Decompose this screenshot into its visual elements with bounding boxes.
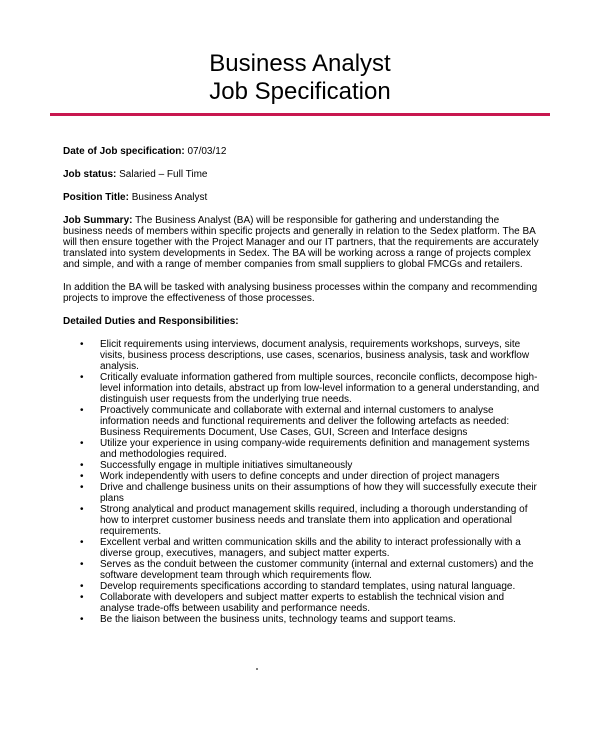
bullet-icon: • <box>80 581 84 592</box>
duty-item <box>63 471 541 482</box>
duty-item <box>63 537 541 559</box>
title-line-1: Business Analyst <box>209 50 391 77</box>
duty-text: Drive and challenge business units on their assumptions of how they will successfully execute their plans <box>100 482 537 504</box>
duty-text: Serves as the conduit between the customer community (internal and external customers) and the software development team through which requirements flow. <box>100 559 534 581</box>
duty-item <box>63 405 541 438</box>
duty-text: Work independently with users to define concepts and under direction of project managers <box>100 471 500 482</box>
bullet-icon: • <box>80 405 84 416</box>
field-job-status-label: Job status: <box>63 169 117 180</box>
duty-item <box>63 614 541 625</box>
title-divider <box>50 113 550 116</box>
duty-text: Proactively communicate and collaborate with external and internal customers to analyse information needs and functional requirements and deliver the following artefacts as needed: Business Requirements Document, Use Cases, GUI, Screen and Interface designs <box>100 405 510 438</box>
bullet-icon: • <box>80 372 84 383</box>
document-body <box>63 146 541 625</box>
title-line-2: Job Specification <box>209 78 391 105</box>
duty-text: Strong analytical and product management skills required, including a thorough understanding of how to interpret customer business needs and translate them into application and operational requirements. <box>100 504 528 537</box>
duty-item <box>63 339 541 372</box>
duty-item <box>63 438 541 460</box>
page-mark <box>256 668 258 670</box>
job-summary-text: The Business Analyst (BA) will be responsible for gathering and understanding the business needs of members within specific projects and generally in relation to the Sedex platform. The BA will then ensure together with the Project Manager and our IT partners, that the requirements are accurately translated into system developments in Sedex. The BA will be working across a range of projects complex and simple, and with a range of member companies from small suppliers to global FMCGs and retailers. <box>63 215 539 270</box>
duty-text: Critically evaluate information gathered from multiple sources, reconcile conflicts, decompose high-level information into details, abstract up from low-level information to a general understanding, and distinguish user requests from the underlying true needs. <box>100 372 540 405</box>
duties-heading: Detailed Duties and Responsibilities: <box>63 316 239 327</box>
field-position-title <box>63 192 541 203</box>
duty-text: Excellent verbal and written communication skills and the ability to interact professionally with a diverse group, executives, managers, and subject matter experts. <box>100 537 521 559</box>
bullet-icon: • <box>80 614 84 625</box>
bullet-icon: • <box>80 592 84 603</box>
bullet-icon: • <box>80 460 84 471</box>
field-position-title-value: Business Analyst <box>128 192 208 203</box>
field-job-status <box>63 169 541 180</box>
field-position-title-label: Position Title: <box>63 192 129 203</box>
duty-item <box>63 460 541 471</box>
duty-text: Elicit requirements using interviews, document analysis, requirements workshops, surveys, site visits, business process descriptions, use cases, scenarios, business analysis, task and workflow analysis. <box>100 339 530 372</box>
duty-item <box>63 581 541 592</box>
bullet-icon: • <box>80 537 84 548</box>
duty-text: Develop requirements specifications according to standard templates, using natural language. <box>100 581 516 592</box>
bullet-icon: • <box>80 438 84 449</box>
bullet-icon: • <box>80 559 84 570</box>
duty-text: Successfully engage in multiple initiatives simultaneously <box>100 460 353 471</box>
duty-item <box>63 504 541 537</box>
document-title <box>0 50 600 106</box>
duty-item <box>63 372 541 405</box>
duty-item <box>63 482 541 504</box>
field-date-value: 07/03/12 <box>184 146 227 157</box>
duty-item <box>63 592 541 614</box>
field-date <box>63 146 541 157</box>
job-summary <box>63 215 541 270</box>
bullet-icon: • <box>80 339 84 350</box>
duties-list <box>63 339 541 625</box>
duty-text: Be the liaison between the business units, technology teams and support teams. <box>100 614 456 625</box>
field-job-status-value: Salaried – Full Time <box>116 169 208 180</box>
duty-text: Utilize your experience in using company-wide requirements definition and management systems and methodologies required. <box>100 438 530 460</box>
field-date-label: Date of Job specification: <box>63 146 185 157</box>
bullet-icon: • <box>80 482 84 493</box>
bullet-icon: • <box>80 471 84 482</box>
bullet-icon: • <box>80 504 84 515</box>
duty-item <box>63 559 541 581</box>
job-summary-label: Job Summary: <box>63 215 133 226</box>
duty-text: Collaborate with developers and subject matter experts to establish the technical vision and analyse trade-offs between usability and performance needs. <box>100 592 505 614</box>
additional-tasks: In addition the BA will be tasked with analysing business processes within the company and recommending projects to improve the effectiveness of those processes. <box>63 282 538 304</box>
